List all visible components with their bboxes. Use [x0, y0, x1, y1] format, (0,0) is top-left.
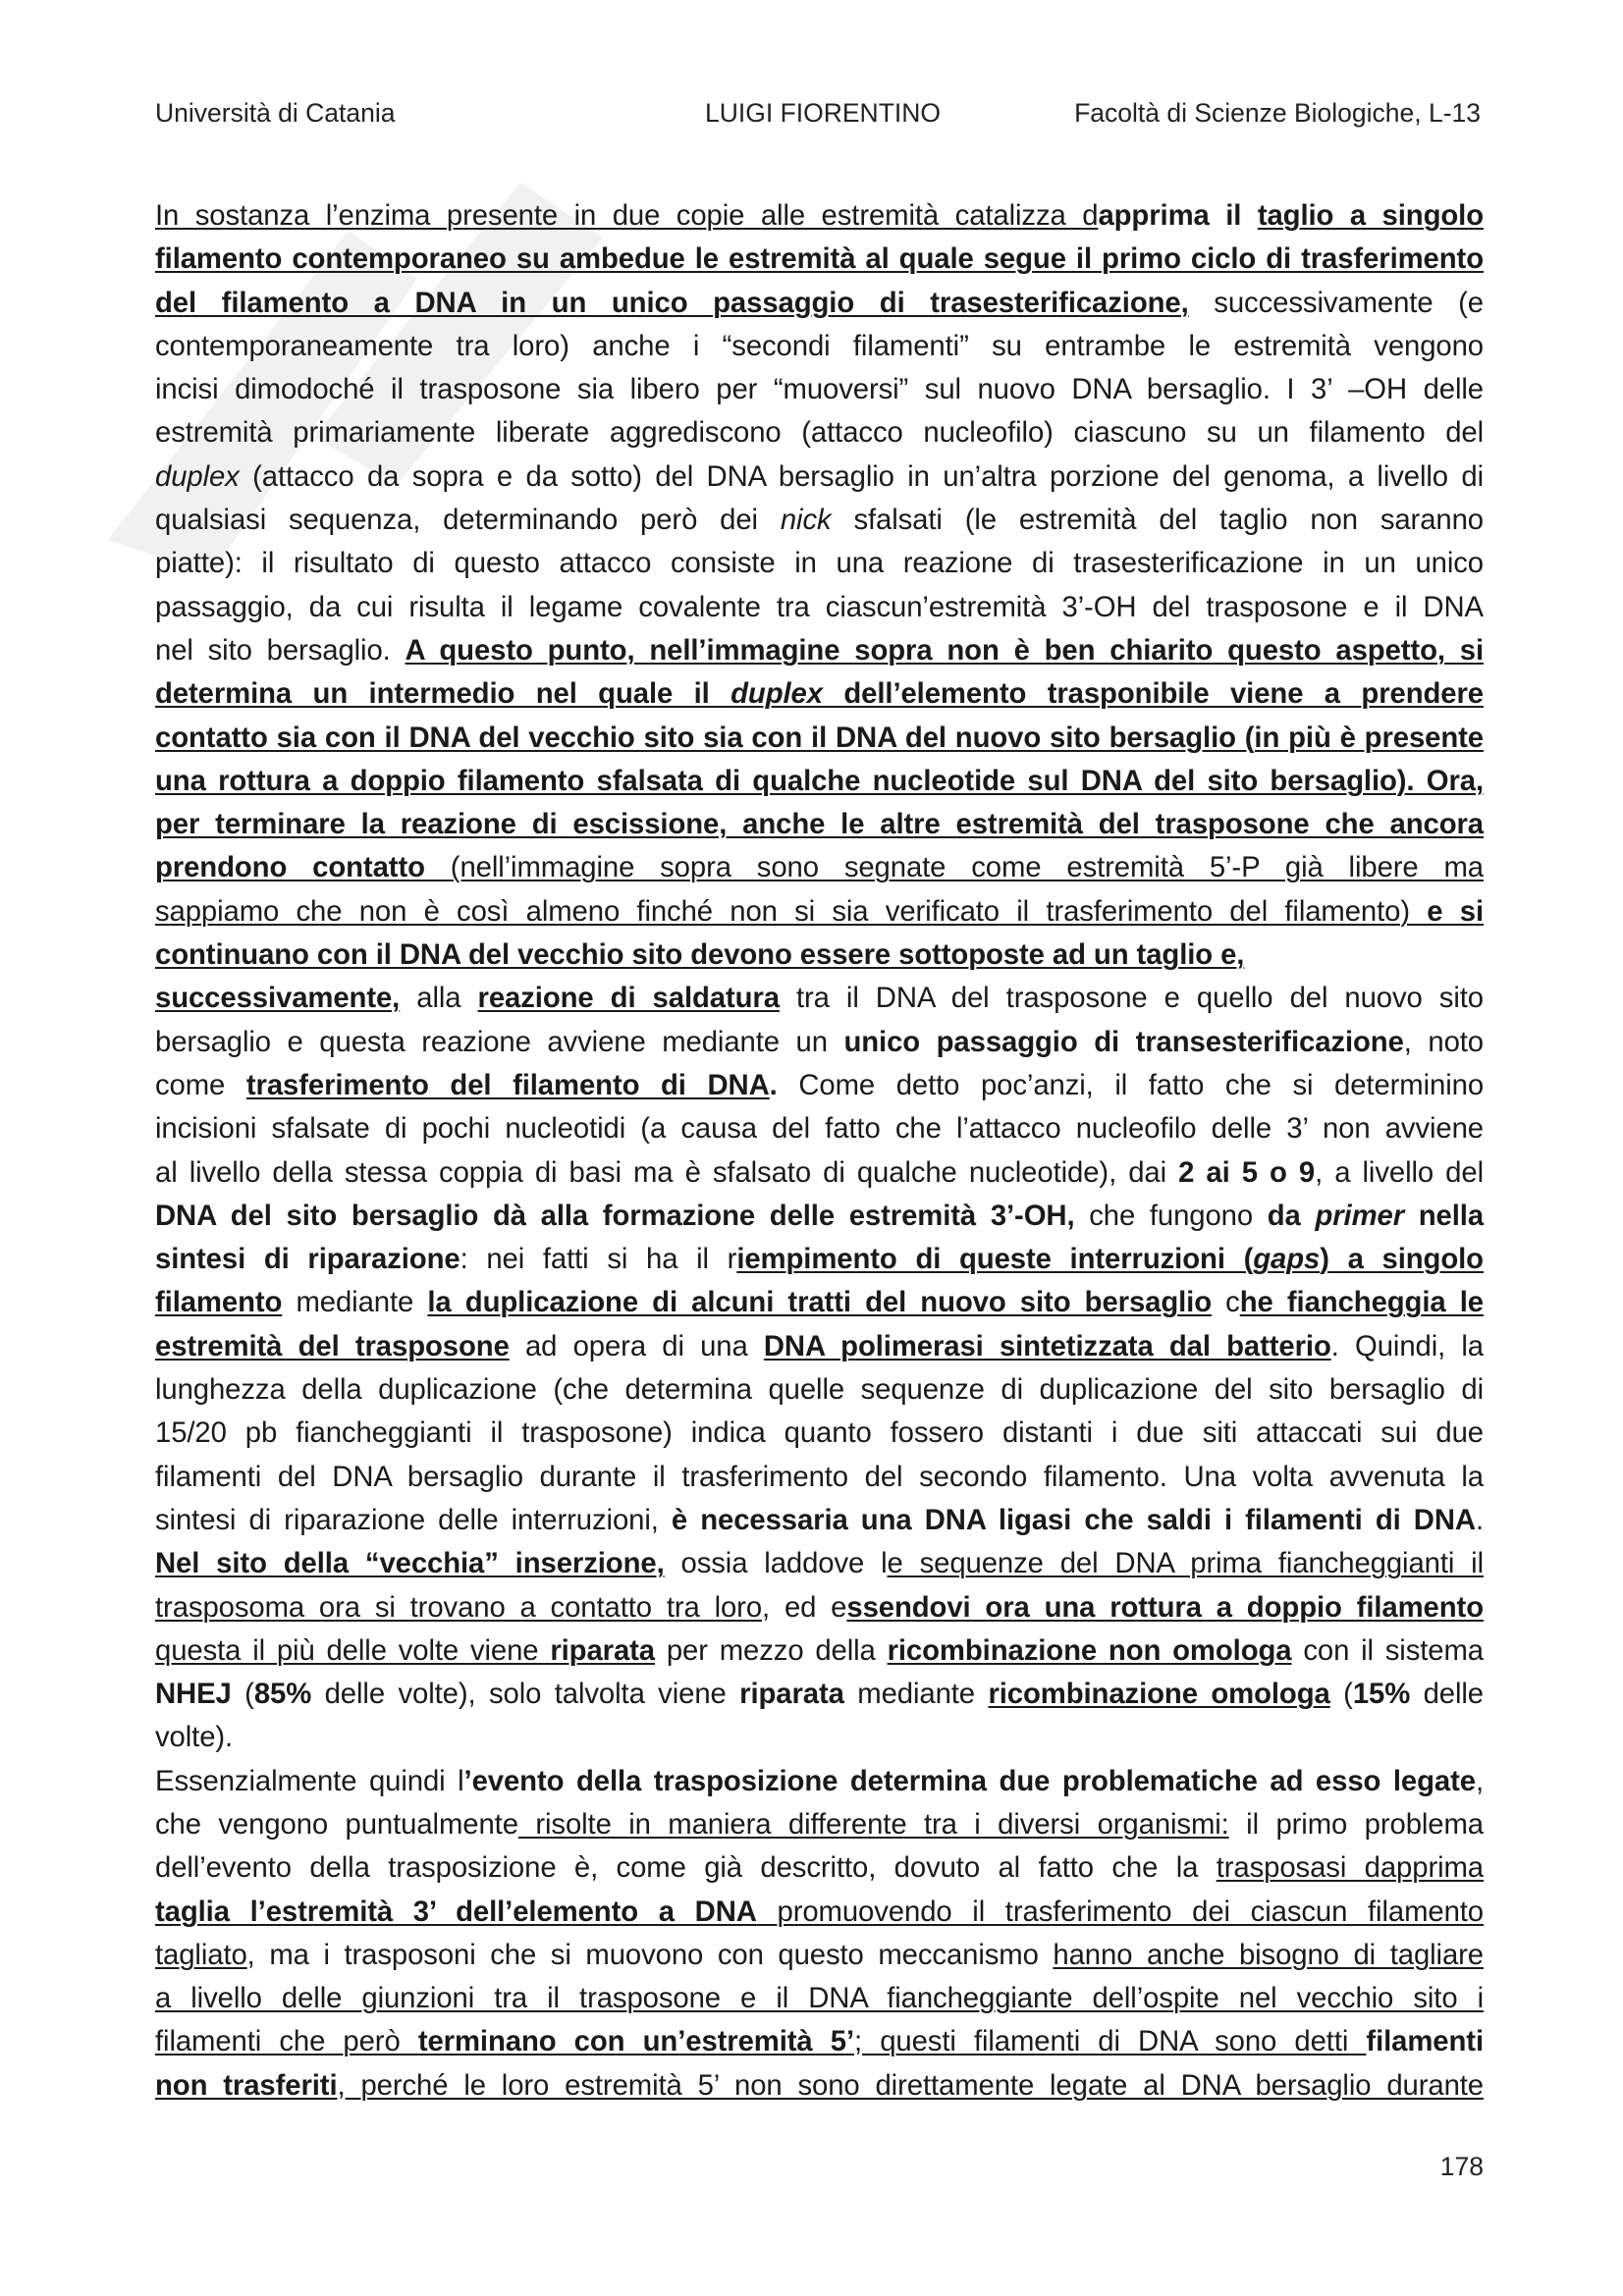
text-line: per terminare la reazione di escissione, anche le altre estremità del trasposone che ancora	[155, 808, 1484, 841]
text-line: filamento mediante la duplicazione di alcuni tratti del nuovo sito bersaglio che fiancheggia le	[155, 1286, 1484, 1319]
page-number: 178	[1439, 2152, 1484, 2181]
text-line: sappiamo che non è così almeno finché non si sia verificato il trasferimento del filamento) e si	[155, 894, 1484, 928]
text-line: filamenti del DNA bersaglio durante il trasferimento del secondo filamento. Una volta avvenuta la	[155, 1460, 1484, 1493]
text-line: continuano con il DNA del vecchio sito devono essere sottoposte ad un taglio e,	[155, 938, 1245, 972]
text-line: del filamento a DNA in un unico passaggio di trasesterificazione, successivamente (e	[155, 286, 1485, 319]
text-line: al livello della stessa coppia di basi ma è sfalsato di qualche nucleotide), dai 2 ai 5 o 9, a livello del	[155, 1155, 1484, 1189]
text-line: come trasferimento del filamento di DNA. Come detto poc’anzi, il fatto che si determinino	[155, 1068, 1485, 1101]
text-line: NHEJ (85% delle volte), solo talvolta viene riparata mediante ricombinazione omologa (15% delle	[155, 1678, 1484, 1711]
text-line: sintesi di riparazione: nei fatti si ha il riempimento di queste interruzioni (gaps) a singolo	[155, 1243, 1484, 1276]
text-line: successivamente, alla reazione di saldatura tra il DNA del trasposone e quello del nuovo sito	[155, 982, 1484, 1015]
text-line: DNA del sito bersaglio dà alla formazione delle estremità 3’-OH, che fungono da primer nella	[155, 1199, 1485, 1232]
text-line: una rottura a doppio filamento sfalsata di qualche nucleotide sul DNA del sito bersaglio). Ora,	[155, 764, 1484, 797]
header-author: LUIGI FIORENTINO	[705, 98, 941, 128]
text-line: Nel sito della “vecchia” inserzione, ossia laddove le sequenze del DNA prima fiancheggianti il	[155, 1547, 1484, 1580]
text-line: Essenzialmente quindi l’evento della trasposizione determina due problematiche ad esso legate,	[155, 1764, 1484, 1797]
text-line: piatte): il risultato di questo attacco consiste in una reazione di trasesterificazione in un unico	[155, 547, 1484, 580]
text-line: contemporaneamente tra loro) anche i “secondi filamenti” su entrambe le estremità vengono	[155, 329, 1484, 362]
text-line: tagliato, ma i trasposoni che si muovono con questo meccanismo hanno anche bisogno di tagliare	[155, 1938, 1484, 1971]
page-header	[155, 98, 1481, 137]
text-line: filamento contemporaneo su ambedue le estremità al quale segue il primo ciclo di trasferimento	[155, 242, 1484, 276]
body-text	[155, 194, 1484, 2108]
text-line: sintesi di riparazione delle interruzioni, è necessaria una DNA ligasi che saldi i filamenti di DNA.	[155, 1503, 1484, 1536]
text-line: bersaglio e questa reazione avviene mediante un unico passaggio di transesterificazione, noto	[155, 1025, 1485, 1058]
text-line: volte).	[155, 1721, 234, 1754]
text-line: nel sito bersaglio. A questo punto, nell’immagine sopra non è ben chiarito questo aspetto, si	[155, 633, 1484, 667]
paragraph-1	[155, 194, 1484, 1760]
text-line: contatto sia con il DNA del vecchio sito sia con il DNA del nuovo sito bersaglio (in più è presente	[155, 721, 1484, 754]
text-line: dell’evento della trasposizione è, come già descritto, dovuto al fatto che la trasposasi dapprima	[155, 1851, 1485, 1885]
text-line: 15/20 pb fiancheggianti il trasposone) indica quanto fossero distanti i due siti attaccati sui due	[155, 1416, 1484, 1450]
text-line: determina un intermedio nel quale il duplex dell’elemento trasponibile viene a prendere	[155, 677, 1484, 711]
header-university: Università di Catania	[155, 98, 396, 128]
text-line: incisioni sfalsate di pochi nucleotidi (a causa del fatto che l’attacco nucleofilo delle 3’ non avviene	[155, 1112, 1484, 1146]
text-line: taglia l’estremità 3’ dell’elemento a DNA promuovendo il trasferimento dei ciascun filamento	[155, 1895, 1484, 1928]
text-line: In sostanza l’enzima presente in due copie alle estremità catalizza dapprima il taglio a singolo	[155, 199, 1484, 232]
text-line: questa il più delle volte viene riparata per mezzo della ricombinazione non omologa con il sistema	[155, 1633, 1484, 1667]
text-line: qualsiasi sequenza, determinando però dei nick sfalsati (le estremità del taglio non saranno	[155, 504, 1484, 537]
paragraph-2	[155, 1760, 1484, 2108]
text-line: trasposoma ora si trovano a contatto tra loro, ed essendovi ora una rottura a doppio filamento	[155, 1590, 1485, 1624]
text-line: che vengono puntualmente risolte in maniera differente tra i diversi organismi: il primo problema	[155, 1807, 1485, 1841]
text-line: a livello delle giunzioni tra il trasposone e il DNA fiancheggiante dell’ospite nel vecchio sito i	[155, 1982, 1484, 2015]
text-line: duplex (attacco da sopra e da sotto) del DNA bersaglio in un’altra porzione del genoma, a livello di	[155, 459, 1484, 493]
header-faculty: Facoltà di Scienze Biologiche, L-13	[1074, 98, 1481, 128]
text-line: passaggio, da cui risulta il legame covalente tra ciascun’estremità 3’-OH del trasposone e il DNA	[155, 590, 1484, 623]
text-line: estremità del trasposone ad opera di una DNA polimerasi sintetizzata dal batterio. Quindi, la	[155, 1329, 1484, 1362]
text-line: prendono contatto (nell’immagine sopra sono segnate come estremità 5’-P già libere ma	[155, 851, 1484, 884]
text-line: non trasferiti, perché le loro estremità 5’ non sono direttamente legate al DNA bersaglio durante	[155, 2068, 1484, 2102]
text-line: filamenti che però terminano con un’estremità 5’; questi filamenti di DNA sono detti filamenti	[155, 2025, 1484, 2058]
text-line: estremità primariamente liberate aggrediscono (attacco nucleofilo) ciascuno su un filamento del	[155, 416, 1484, 450]
text-line: incisi dimodoché il trasposone sia libero per “muoversi” sul nuovo DNA bersaglio. I 3’ –OH delle	[155, 373, 1484, 406]
text-line: lunghezza della duplicazione (che determina quelle sequenze di duplicazione del sito bersaglio di	[155, 1373, 1484, 1407]
